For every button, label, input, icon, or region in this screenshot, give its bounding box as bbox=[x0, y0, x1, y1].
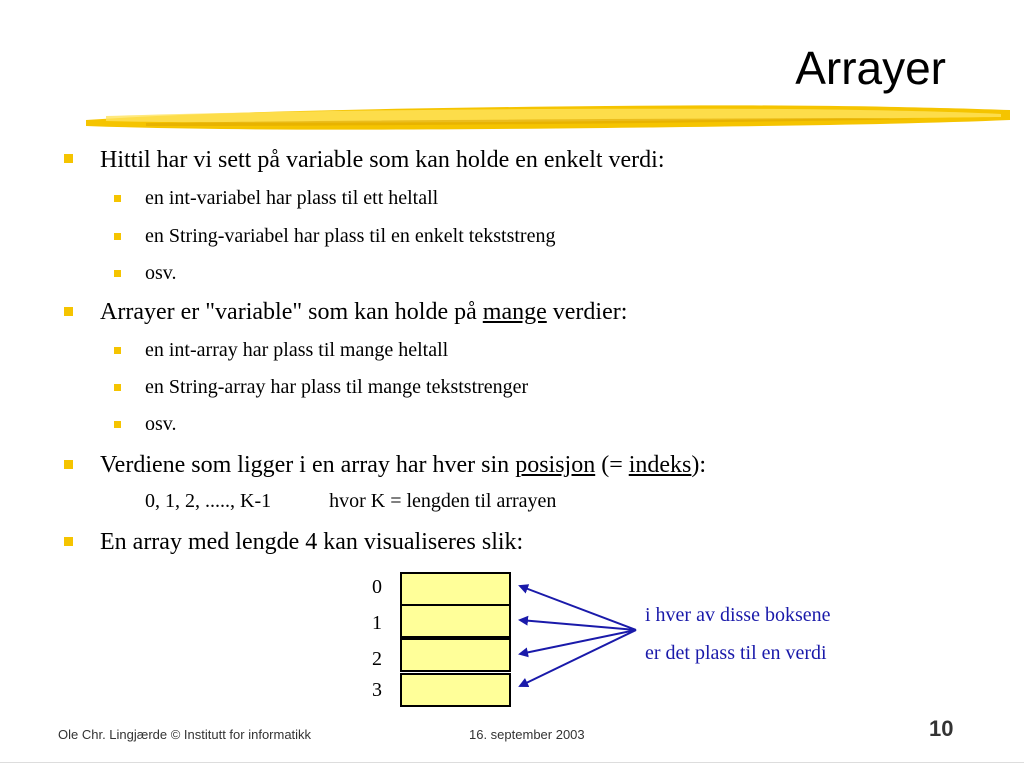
footer-date: 16. september 2003 bbox=[469, 727, 585, 742]
sub-bullet-text: en int-variabel har plass til ett heltall bbox=[145, 187, 439, 209]
array-index-label: 0 bbox=[372, 576, 382, 598]
bullet-marker bbox=[64, 307, 73, 316]
array-index-label: 2 bbox=[372, 648, 382, 670]
underlined-word: posisjon bbox=[515, 452, 596, 478]
bullet-text: Hittil har vi sett på variable som kan holde en enkelt verdi: bbox=[100, 147, 665, 173]
sub-bullet-text: en String-array har plass til mange tekststrenger bbox=[145, 376, 529, 398]
sub-bullet-text: osv. bbox=[145, 413, 177, 435]
array-index-label: 3 bbox=[372, 679, 382, 701]
array-cell bbox=[400, 572, 511, 606]
sub-bullet-marker bbox=[114, 347, 121, 354]
slide-title: Arrayer bbox=[795, 42, 946, 94]
array-note-line-2: er det plass til en verdi bbox=[645, 642, 827, 664]
sub-bullet-marker bbox=[114, 384, 121, 391]
sub-bullet-marker bbox=[114, 195, 121, 202]
sub-bullet-text: en String-variabel har plass til en enkelt tekststreng bbox=[145, 225, 556, 247]
array-note-line-1: i hver av disse boksene bbox=[645, 604, 831, 626]
sub-bullet-marker bbox=[114, 421, 121, 428]
underlined-word: indeks bbox=[628, 452, 692, 478]
bullet-marker bbox=[64, 537, 73, 546]
array-cell bbox=[400, 673, 511, 707]
bullet-text: Arrayer er "variable" som kan holde på mange verdier: bbox=[100, 299, 628, 325]
footer-divider bbox=[0, 762, 1024, 763]
bullet-marker bbox=[64, 460, 73, 469]
bullet-marker bbox=[64, 154, 73, 163]
bullet-text: En array med lengde 4 kan visualiseres slik: bbox=[100, 529, 524, 555]
underlined-word: mange bbox=[482, 299, 547, 325]
array-cell bbox=[400, 604, 511, 638]
sub-bullet-marker bbox=[114, 233, 121, 240]
array-cell bbox=[400, 638, 511, 672]
sub-bullet-text: en int-array har plass til mange heltall bbox=[145, 339, 449, 361]
footer-author: Ole Chr. Lingjærde © Institutt for informatikk bbox=[58, 727, 312, 742]
page-number: 10 bbox=[929, 716, 954, 741]
array-index-label: 1 bbox=[372, 612, 382, 634]
bullet-text: Verdiene som ligger i en array har hver sin posisjon (= indeks): bbox=[100, 452, 707, 478]
sub-bullet-marker bbox=[114, 270, 121, 277]
index-range-line: 0, 1, 2, ....., K-1 hvor K = lengden til arrayen bbox=[145, 490, 557, 512]
sub-bullet-text: osv. bbox=[145, 262, 177, 284]
